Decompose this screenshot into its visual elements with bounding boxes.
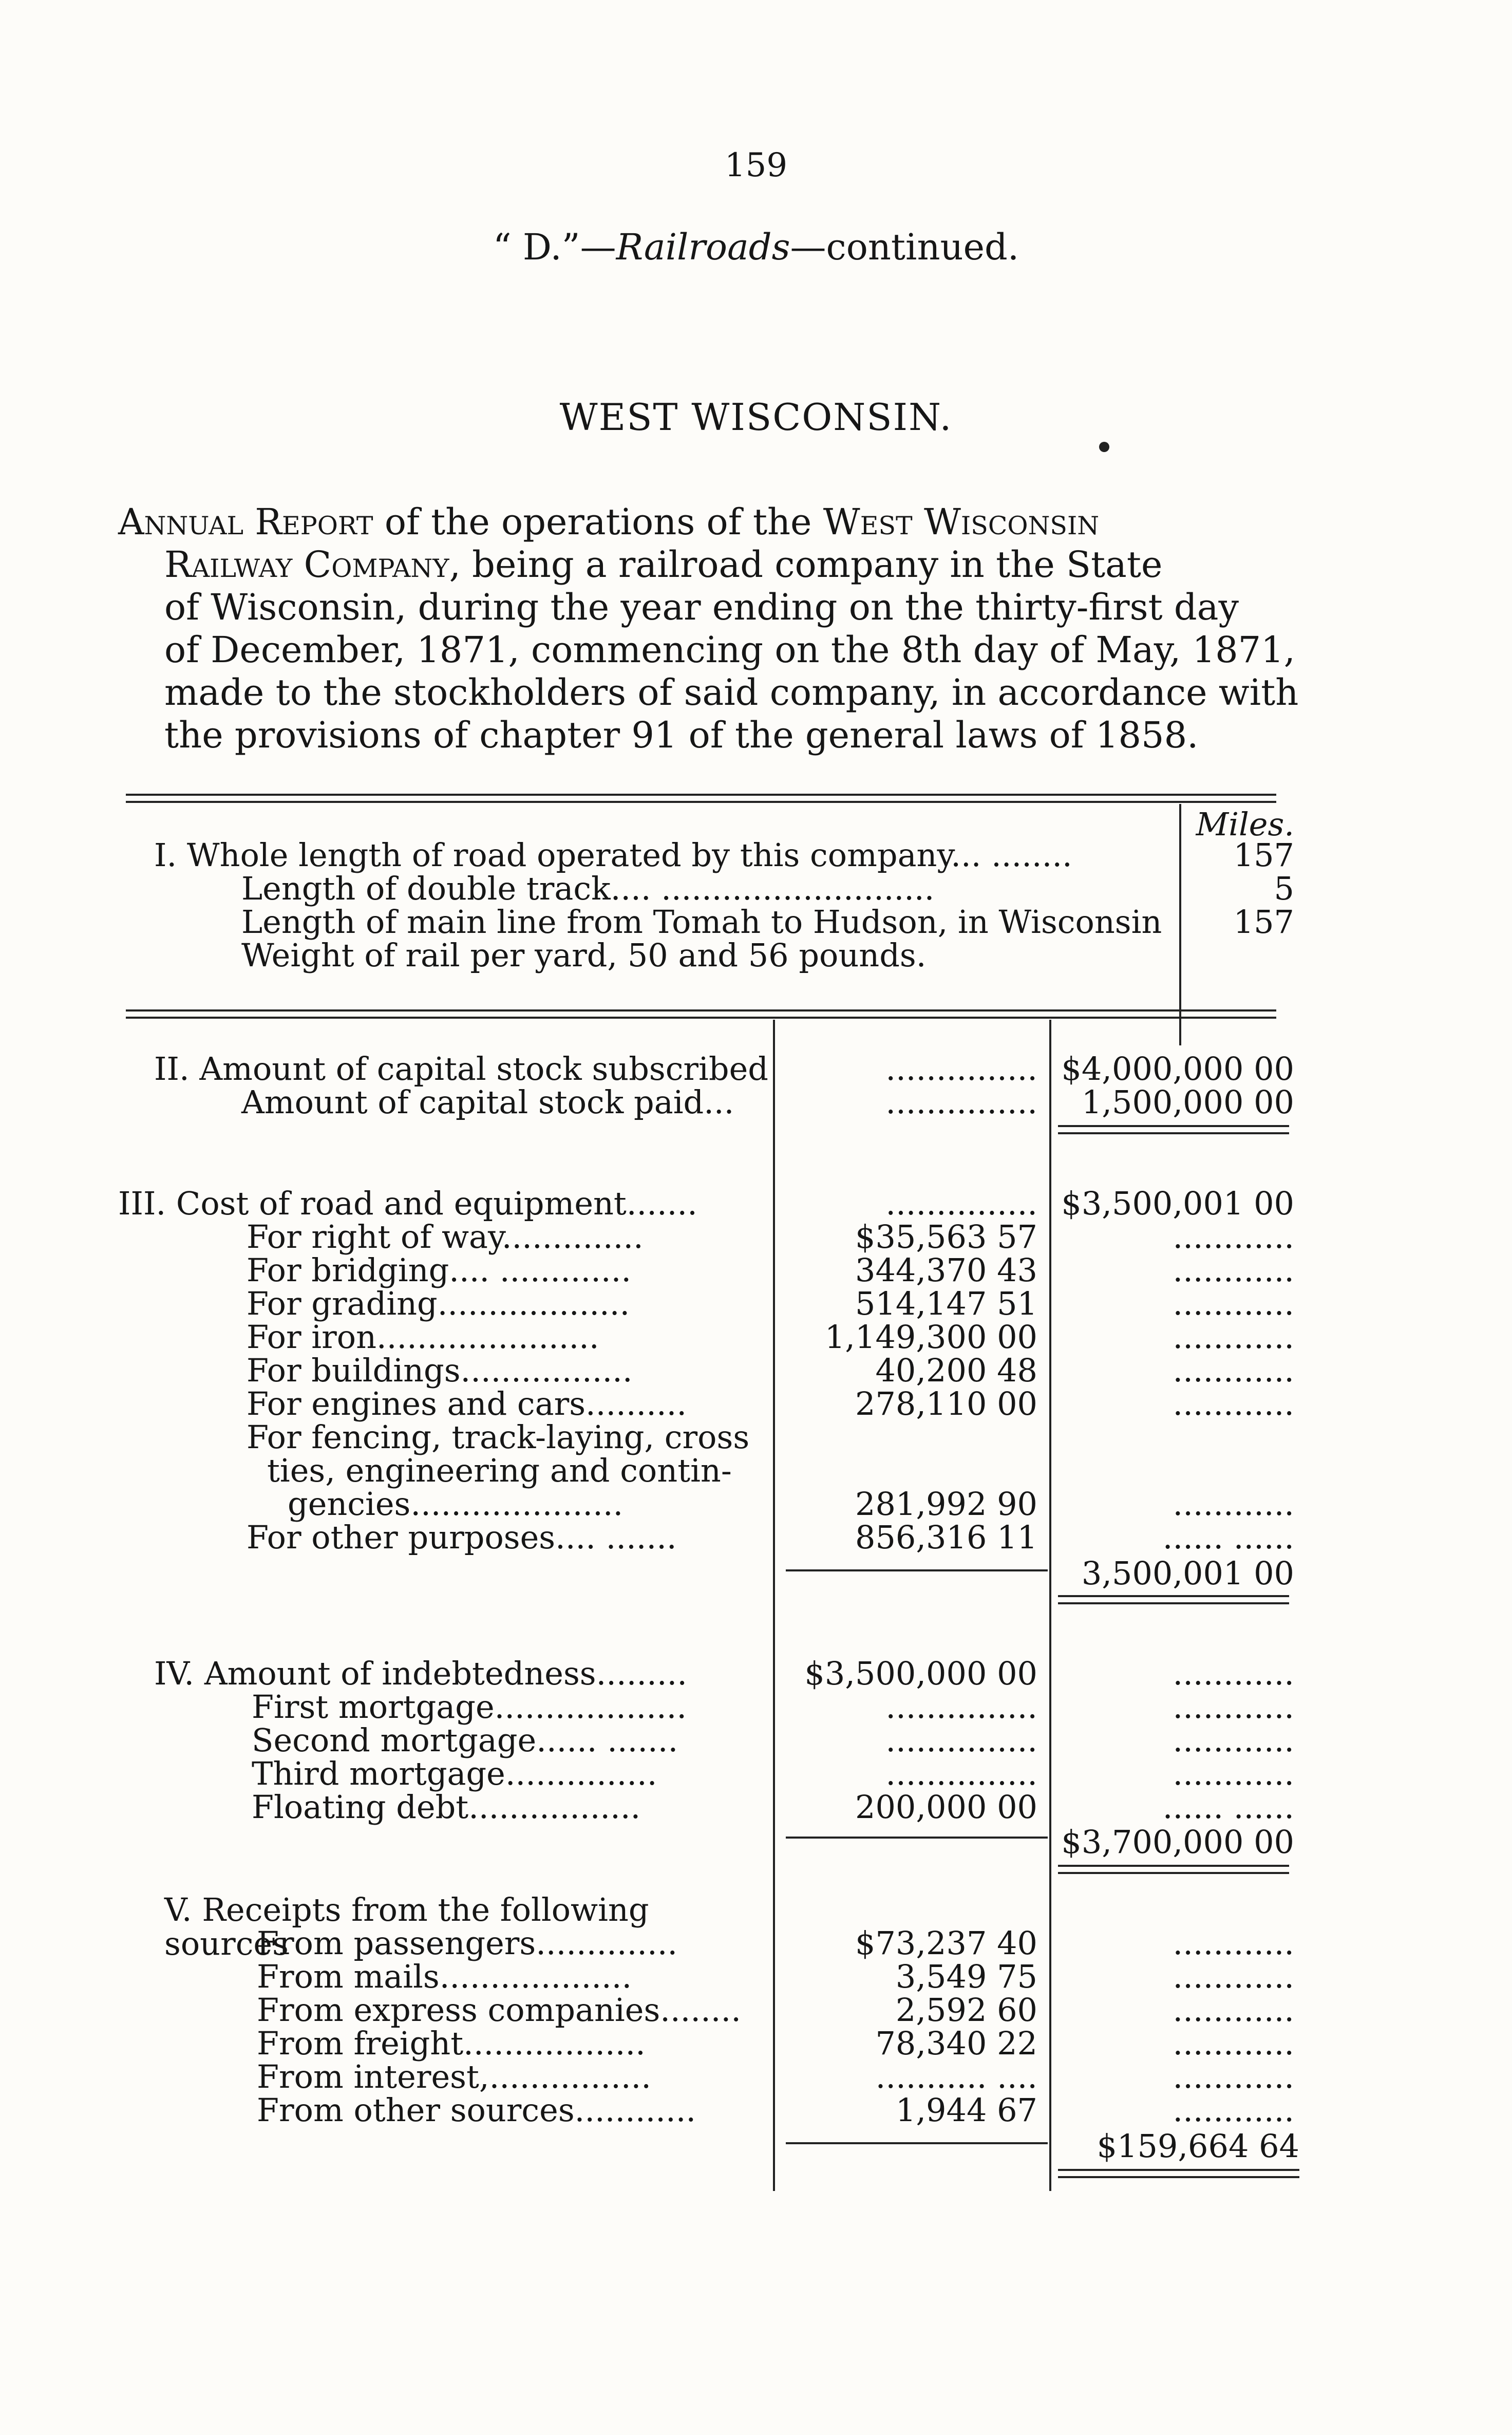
- running-head-suffix: —continued.: [790, 226, 1019, 268]
- middle-amount: 856,316 11: [855, 1519, 1037, 1556]
- row-label: For other purposes.... .......: [247, 1519, 677, 1556]
- middle-amount: ...............: [885, 1050, 1037, 1088]
- row-label: I. Whole length of road operated by this company... ........: [154, 836, 1072, 874]
- right-amount: ............: [1173, 1755, 1294, 1792]
- right-amount: ............: [1173, 1655, 1294, 1692]
- section-3-total-rule: [1058, 1595, 1289, 1604]
- amount-column-divider-right: [1049, 1020, 1051, 2191]
- page-number: 159: [724, 146, 788, 184]
- running-head: [0, 226, 1512, 268]
- right-amount: ...... ......: [1162, 1519, 1294, 1556]
- right-amount: ............: [1173, 1385, 1294, 1422]
- middle-amount: 281,992 90: [855, 1485, 1037, 1523]
- right-amount: ............: [1173, 1251, 1294, 1289]
- intro-paragraph: [118, 501, 1299, 757]
- right-amount: ............: [1173, 1958, 1294, 1995]
- running-head-prefix: “ D.”—: [493, 226, 616, 268]
- row-label: V. Receipts from the following sources: [164, 1891, 649, 1962]
- row-label: III. Cost of road and equipment.......: [118, 1185, 697, 1222]
- row-label: Floating debt.................: [252, 1788, 641, 1826]
- ink-mark: [1099, 442, 1109, 452]
- table-row: [241, 905, 1176, 939]
- right-amount: ...... ......: [1162, 1788, 1294, 1826]
- section-5-subtotal-rule: [786, 2142, 1048, 2144]
- row-label: II. Amount of capital stock subscribed: [154, 1050, 768, 1088]
- middle-amount: ...............: [885, 1083, 1037, 1121]
- row-label: Third mortgage...............: [252, 1755, 657, 1792]
- row-label: For engines and cars..........: [247, 1385, 687, 1422]
- right-amount: ............: [1173, 2025, 1294, 2062]
- middle-amount: $35,563 57: [855, 1218, 1037, 1256]
- right-amount: 1,500,000 00: [1081, 1083, 1294, 1121]
- section-5-total: $159,664 64: [1097, 2127, 1299, 2165]
- middle-amount: ...............: [885, 1755, 1037, 1792]
- row-label: For fencing, track-laying, cross: [247, 1418, 750, 1456]
- right-amount: ............: [1173, 1991, 1294, 2029]
- middle-amount: $73,237 40: [855, 1924, 1037, 1962]
- middle-amount: ...............: [885, 1185, 1037, 1222]
- middle-amount: ...............: [885, 1721, 1037, 1759]
- section-title: WEST WISCONSIN.: [559, 396, 953, 439]
- middle-amount: 3,549 75: [895, 1958, 1037, 1995]
- miles-value: 157: [1233, 836, 1294, 874]
- middle-amount: $3,500,000 00: [804, 1655, 1037, 1692]
- row-label: Length of double track.... ...........................: [241, 870, 935, 907]
- intro-line-2: Railway Company, being a railroad company in the State: [164, 544, 1163, 586]
- amount-column-divider-left: [773, 1020, 775, 2191]
- intro-line-4: of December, 1871, commencing on the 8th day of May, 1871,: [164, 629, 1295, 671]
- row-label: From express companies........: [257, 1991, 741, 2029]
- miles-value: 157: [1233, 903, 1294, 941]
- table-row: [241, 872, 1176, 906]
- intro-line-3: of Wisconsin, during the year ending on the thirty-first day: [164, 586, 1239, 628]
- middle-amount: 40,200 48: [875, 1352, 1037, 1389]
- right-amount: ............: [1173, 1924, 1294, 1962]
- intro-line-1: Annual Report of the operations of the West Wisconsin: [118, 501, 1100, 543]
- middle-amount: 200,000 00: [855, 1788, 1037, 1826]
- middle-amount: 1,149,300 00: [824, 1318, 1037, 1356]
- section-4-subtotal-rule: [786, 1837, 1048, 1839]
- right-amount: ............: [1173, 1285, 1294, 1322]
- row-label: gencies.....................: [288, 1485, 623, 1523]
- middle-amount: 2,592 60: [895, 1991, 1037, 2029]
- right-amount: ............: [1173, 1218, 1294, 1256]
- row-label: ties, engineering and contin-: [267, 1452, 732, 1489]
- row-label: From freight..................: [257, 2025, 646, 2062]
- row-label: Second mortgage...... .......: [252, 1721, 678, 1759]
- table-row: [241, 936, 1176, 974]
- middle-amount: ...............: [885, 1688, 1037, 1726]
- row-label: IV. Amount of indebtedness.........: [154, 1655, 687, 1692]
- row-label: Amount of capital stock paid...: [241, 1083, 734, 1121]
- right-amount: $3,500,001 00: [1061, 1185, 1294, 1222]
- middle-amount: 514,147 51: [855, 1285, 1037, 1322]
- row-label: For right of way..............: [247, 1218, 644, 1256]
- section-4-total-rule: [1058, 1865, 1289, 1874]
- middle-amount: ........... ....: [875, 2058, 1037, 2095]
- table-row: [154, 838, 1176, 872]
- row-label: Weight of rail per yard, 50 and 56 pounds.: [241, 936, 927, 974]
- table-top-rule: [126, 794, 1276, 803]
- running-head-italic: Railroads: [616, 226, 790, 268]
- row-label: From interest,................: [257, 2058, 651, 2095]
- right-amount: ............: [1173, 2091, 1294, 2129]
- section-3-subtotal-rule: [786, 1569, 1048, 1571]
- right-amount: ............: [1173, 1688, 1294, 1726]
- row-label: For grading...................: [247, 1285, 630, 1322]
- row-label: From passengers..............: [257, 1924, 678, 1962]
- right-amount: ............: [1173, 1318, 1294, 1356]
- row-label: From mails...................: [257, 1958, 632, 1995]
- section-5-total-rule: [1058, 2169, 1299, 2178]
- row-label: First mortgage...................: [252, 1688, 687, 1726]
- row-label: For buildings.................: [247, 1352, 633, 1389]
- row-label: From other sources............: [257, 2091, 696, 2129]
- right-amount: ............: [1173, 2058, 1294, 2095]
- section-3-total: 3,500,001 00: [1081, 1554, 1294, 1592]
- miles-value: 5: [1274, 870, 1294, 907]
- row-label: Length of main line from Tomah to Hudson, in Wisconsin: [241, 903, 1162, 941]
- section-2-rule: [126, 1009, 1276, 1019]
- middle-amount: 344,370 43: [855, 1251, 1037, 1289]
- middle-amount: 278,110 00: [855, 1385, 1037, 1422]
- right-amount: ............: [1173, 1721, 1294, 1759]
- miles-header: Miles.: [1196, 806, 1294, 843]
- intro-line-5: made to the stockholders of said company, in accordance with: [164, 671, 1299, 714]
- row-label: For iron......................: [247, 1318, 599, 1356]
- right-amount: ............: [1173, 1352, 1294, 1389]
- middle-amount: 78,340 22: [875, 2025, 1037, 2062]
- section-4-total: $3,700,000 00: [1061, 1823, 1294, 1861]
- intro-line-6: the provisions of chapter 91 of the general laws of 1858.: [164, 714, 1199, 756]
- row-label: For bridging.... .............: [247, 1251, 632, 1289]
- right-amount: ............: [1173, 1485, 1294, 1523]
- right-amount: $4,000,000 00: [1061, 1050, 1294, 1088]
- middle-amount: 1,944 67: [895, 2091, 1037, 2129]
- section-2-total-rule: [1058, 1125, 1289, 1134]
